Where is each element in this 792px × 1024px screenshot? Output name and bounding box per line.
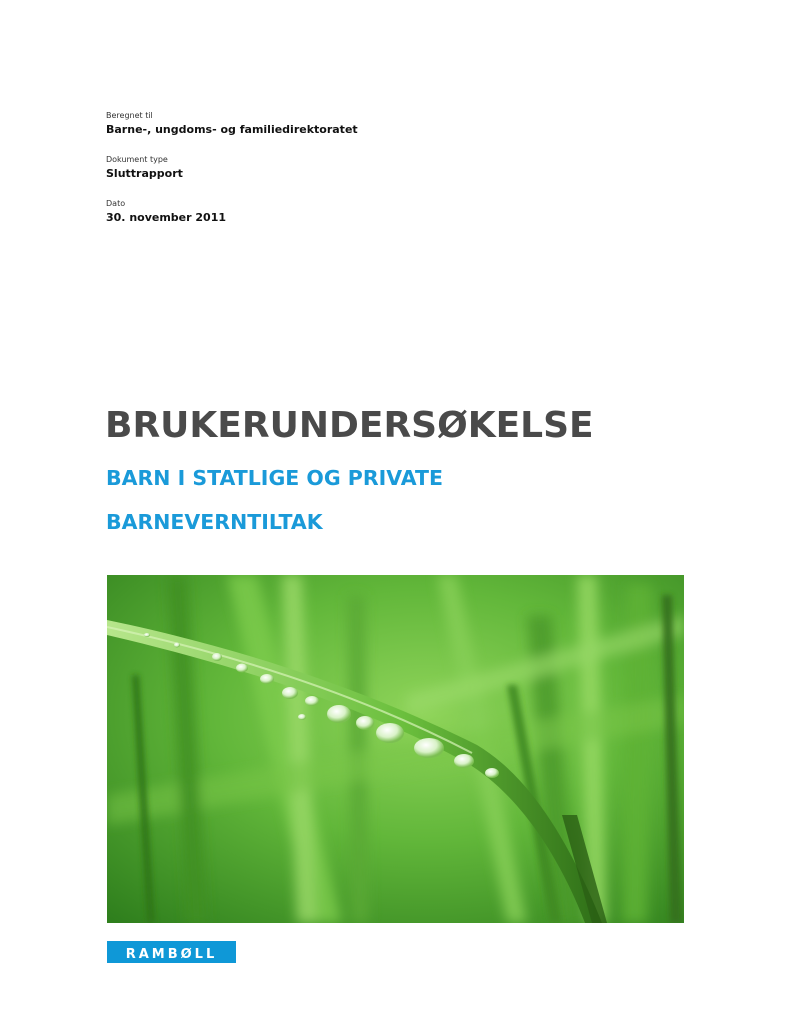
date-block: [106, 199, 606, 225]
doctype-block: [106, 155, 606, 181]
document-title: BRUKERUNDERSØKELSE: [105, 405, 594, 446]
grass-photo-illustration: [107, 575, 684, 923]
doctype-value: Sluttrapport: [106, 167, 183, 180]
recipient-block: [106, 111, 606, 137]
document-subtitle-line-2: BARNEVERNTILTAK: [106, 510, 323, 534]
ramboll-logo-text: RAMBØLL: [125, 947, 218, 962]
ramboll-logo: [107, 941, 236, 963]
document-subtitle-line-1: BARN I STATLIGE OG PRIVATE: [106, 466, 443, 490]
date-label: Dato: [106, 199, 126, 208]
doctype-label: Dokument type: [106, 155, 168, 164]
recipient-label: Beregnet til: [106, 111, 153, 120]
grass-dew-photo: [107, 575, 684, 923]
recipient-value: Barne-, ungdoms- og familiedirektoratet: [106, 123, 358, 136]
date-value: 30. november 2011: [106, 211, 227, 224]
